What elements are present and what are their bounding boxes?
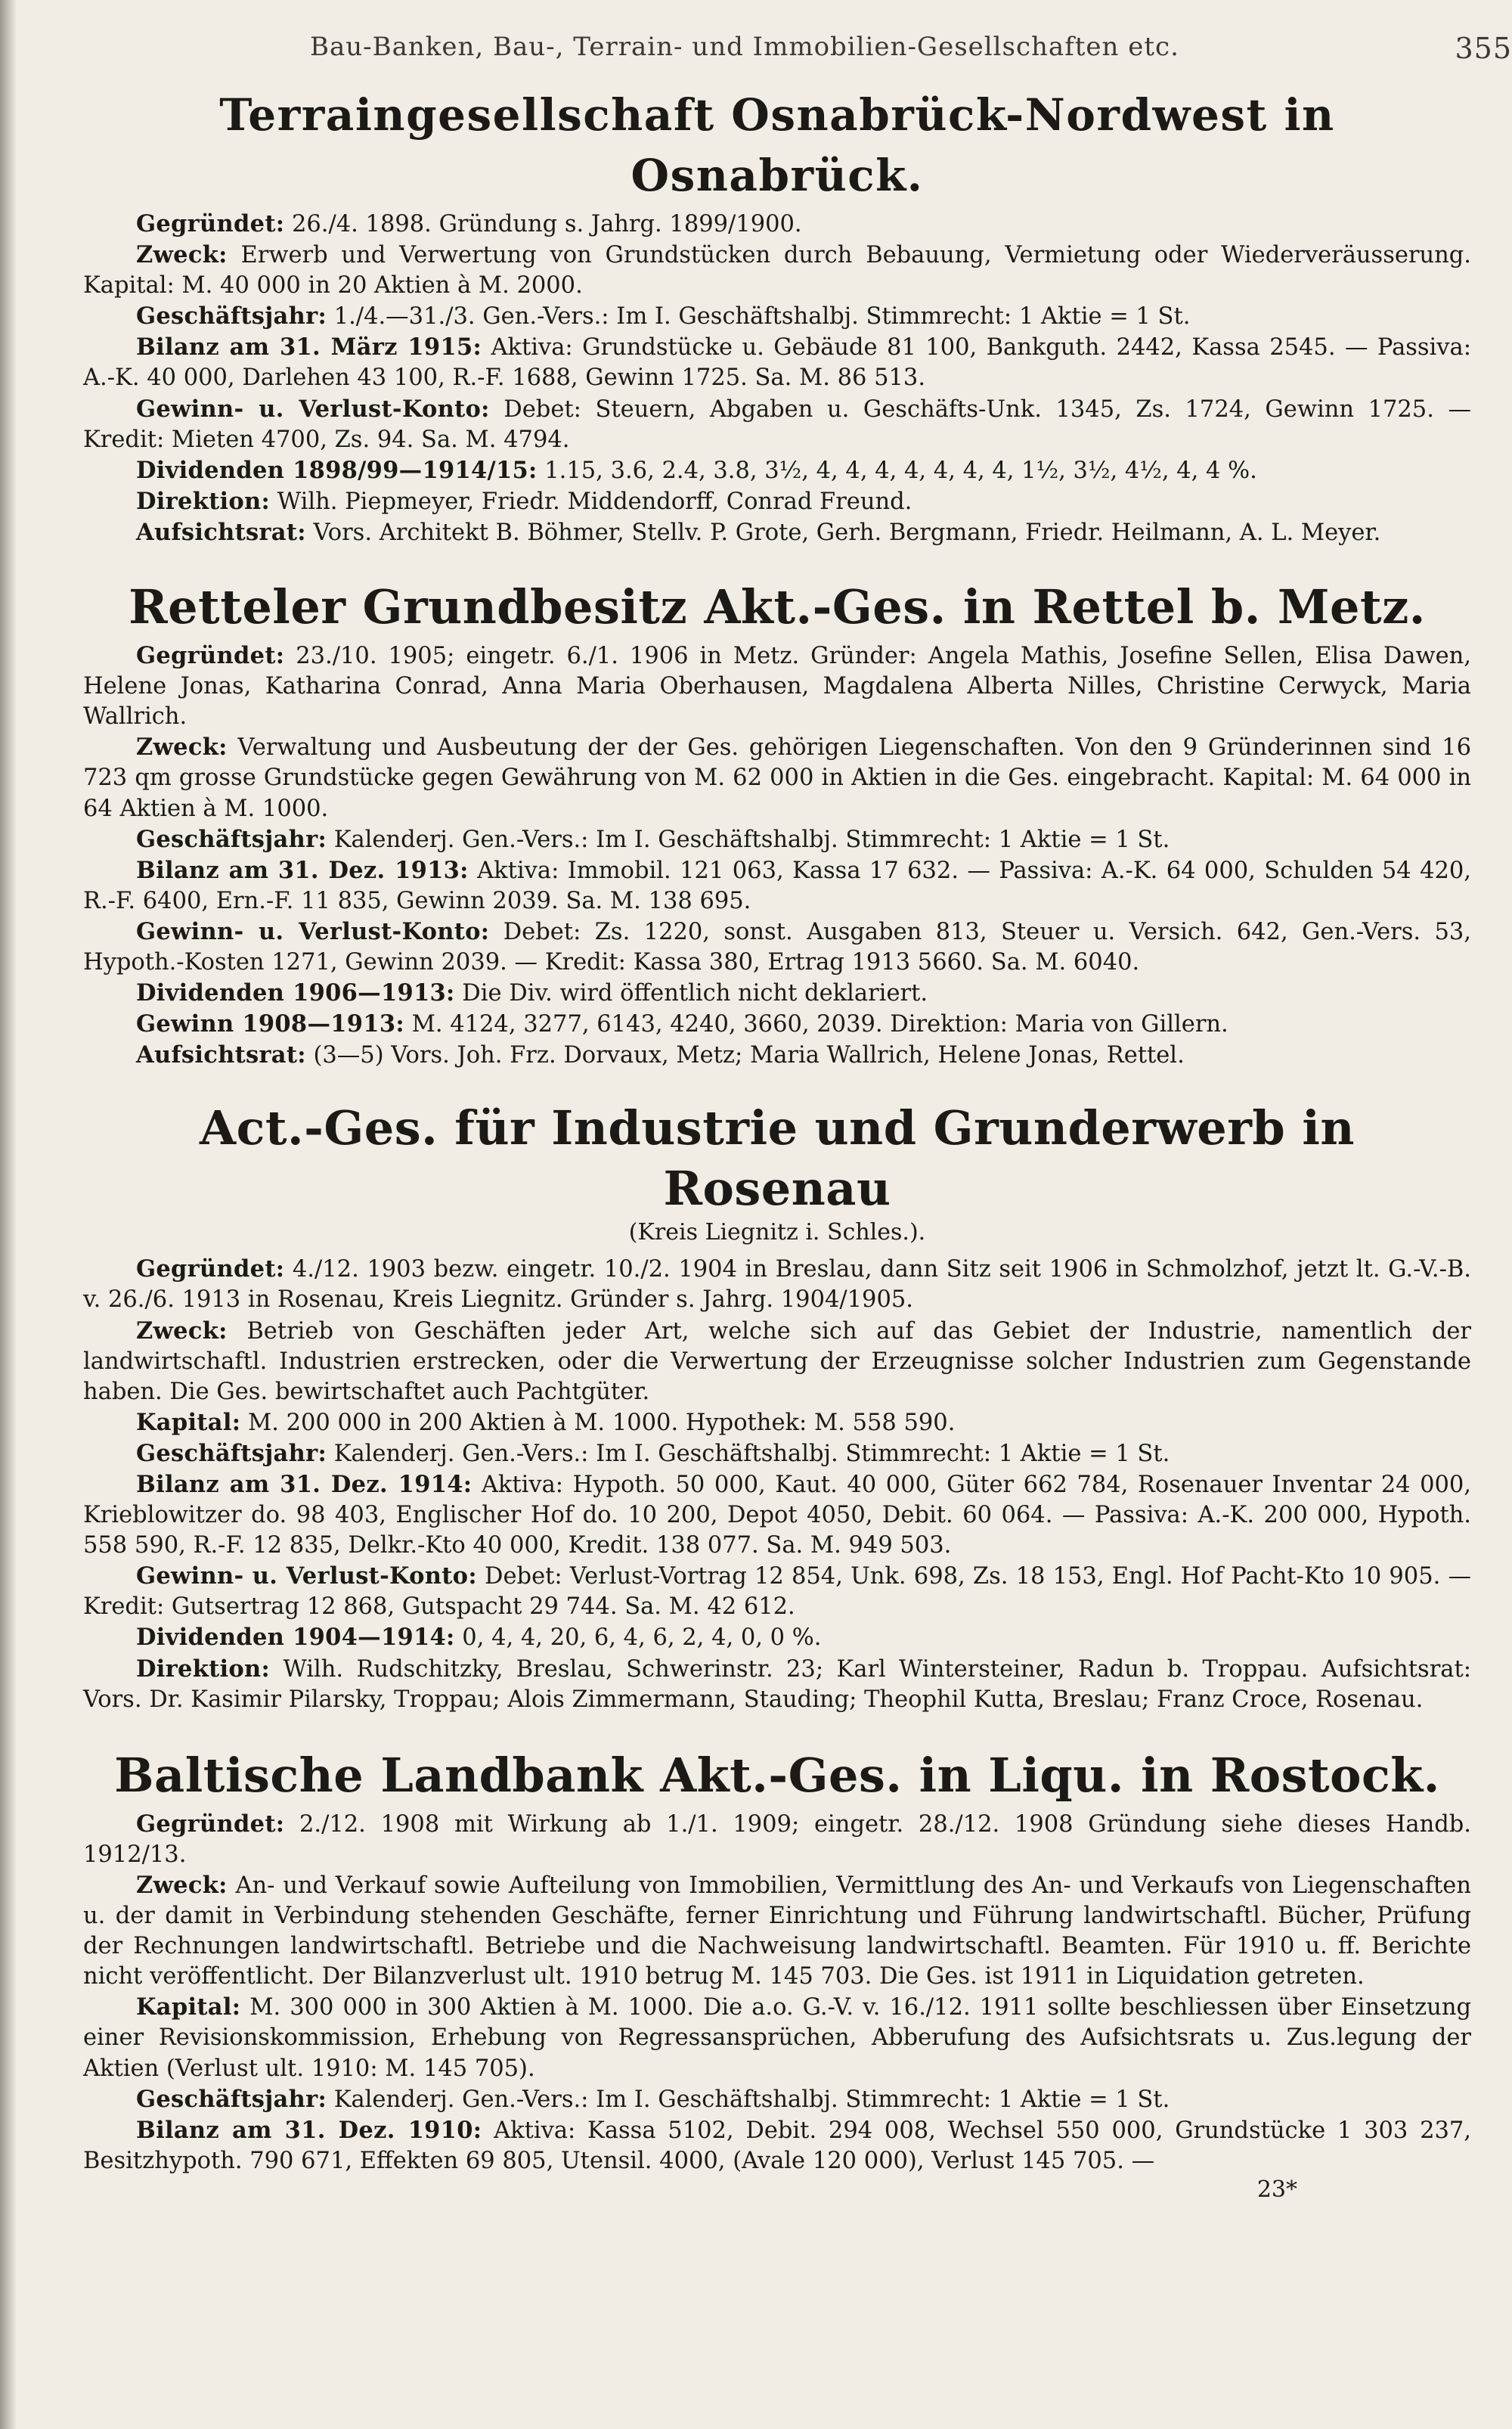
signature-mark: 23* [1256, 2176, 1297, 2203]
entry-label: Gewinn- u. Verlust-Konto: [136, 395, 490, 423]
entry-founded [83, 209, 1471, 240]
entry-purpose [83, 1316, 1471, 1407]
entry-label: Gewinn- u. Verlust-Konto: [136, 917, 490, 945]
entry-text: 1.15, 3.6, 2.4, 3.8, 3½, 4, 4, 4, 4, 4, 4, 4, 1½, 3½, 4½, 4, 4 %. [537, 457, 1257, 484]
entry-text: (3—5) Vors. Joh. Frz. Dorvaux, Metz; Maria Wallrich, Helene Jonas, Rettel. [305, 1042, 1185, 1069]
entry-profit-loss [83, 394, 1471, 455]
entry-label: Kapital: [136, 1993, 241, 2021]
entry-text: 4./12. 1903 bezw. eingetr. 10./2. 1904 in Breslau, dann Sitz seit 1906 in Schmolzhof, jetzt lt. G.-V.-B. v. 26./6. 1913 in Rosenau, Kreis Liegnitz. Gründer s. Jahrg. 1904/1905. [83, 1256, 1471, 1314]
entry-founded [83, 641, 1471, 732]
page-number: 355 [1455, 32, 1512, 65]
entry-label: Gewinn 1908—1913: [136, 1010, 404, 1038]
running-head [0, 32, 1512, 68]
company-title: Act.-Ges. für Industrie und Grunderwerb in Rosenau [200, 1100, 1355, 1217]
entry-fiscal-year [83, 824, 1471, 855]
entry-fiscal-year [83, 2084, 1471, 2115]
entry-label: Zweck: [136, 1317, 228, 1345]
entry-text: Aktiva: Immobil. 121 063, Kassa 17 632. — Passiva: A.-K. 64 000, Schulden 54 420, R.-F. 6400, Ern.-F. 11 835, Gewinn 2039. Sa. M. 138 695. [83, 857, 1471, 914]
entry-label: Geschäftsjahr: [136, 302, 327, 330]
entry-label: Gegründet: [136, 210, 285, 237]
entry-label: Zweck: [136, 241, 228, 269]
entry-text: Aktiva: Grundstücke u. Gebäude 81 100, Bankguth. 2442, Kassa 2545. — Passiva: A.-K. 40 000, Darlehen 43 100, R.-F. 1688, Gewinn 1725. Sa. M. 86 513. [83, 334, 1471, 392]
company-title: Retteler Grundbesitz Akt.-Ges. in Rettel b. Metz. [129, 579, 1426, 635]
entry-supervisory-board [83, 517, 1471, 548]
entry-text: Aktiva: Hypoth. 50 000, Kaut. 40 000, Güter 662 784, Rosenauer Inventar 24 000, Krieblowitzer do. 98 403, Englischer Hof do. 10 200, Depot 4050, Debit. 60 064. — Passiva: A.-K. 200 000, Hypoth. 558 590, R.-F. 12 835, Delkr.-Kto 40 000, Kredit. 138 077. Sa. M. 949 503. [83, 1472, 1471, 1559]
entry-label: Direktion: [136, 487, 271, 515]
entry-text: Betrieb von Geschäften jeder Art, welche sich auf das Gebiet der Industrie, namentlich der landwirtschaftl. Industrien erstrecken, oder die Verwertung der Erzeugnisse solcher Industrien zum Gegenstande haben. Die Ges. bewirtschaftet auch Pachtgüter. [83, 1317, 1471, 1405]
entry-text: Debet: Verlust-Vortrag 12 854, Unk. 698, Zs. 18 153, Engl. Hof Pacht-Kto 10 905. — Kredit: Gutsertrag 12 868, Gutspacht 29 744. Sa. M. 42 612. [83, 1563, 1471, 1621]
entry-text: Aktiva: Kassa 5102, Debit. 294 008, Wechsel 550 000, Grundstücke 1 303 237, Besitzhypoth. 790 671, Effekten 69 805, Utensil. 4000, (Avale 120 000), Verlust 145 705. — [83, 2117, 1471, 2174]
entry-capital [83, 1407, 1471, 1438]
entry-label: Geschäftsjahr: [136, 2085, 327, 2113]
entry-text: Erwerb und Verwertung von Grundstücken durch Bebauung, Vermietung oder Wiederveräusserung. Kapital: M. 40 000 in 20 Aktien à M. 2000. [83, 242, 1471, 299]
entry-purpose [83, 1870, 1471, 1992]
entry-label: Kapital: [136, 1408, 241, 1436]
entry-label: Gewinn- u. Verlust-Konto: [136, 1562, 477, 1590]
entry-capital [83, 1992, 1471, 2083]
entry-fiscal-year [83, 1438, 1471, 1469]
entry-fiscal-year [83, 301, 1471, 332]
entry-text: 0, 4, 4, 20, 6, 4, 6, 2, 4, 0, 0 %. [454, 1624, 822, 1652]
entry-label: Geschäftsjahr: [136, 825, 327, 853]
entry-founded [83, 1809, 1471, 1870]
entry-text: Kalenderj. Gen.-Vers.: Im I. Geschäftshalbj. Stimmrecht: 1 Aktie = 1 St. [327, 826, 1170, 853]
entry-purpose [83, 732, 1471, 824]
entry-label: Zweck: [136, 1871, 228, 1899]
company-entry-osnabrueck [83, 85, 1471, 548]
entry-balance [83, 855, 1471, 917]
entry-text: Die Div. wird öffentlich nicht deklariert. [454, 980, 928, 1007]
entry-label: Gegründet: [136, 642, 285, 670]
entry-text: 2./12. 1908 mit Wirkung ab 1./1. 1909; eingetr. 28./12. 1908 Gründung siehe dieses Handb. 1912/13. [83, 1810, 1471, 1868]
entry-label: Direktion: [136, 1655, 271, 1683]
entry-text: Wilh. Rudschitzky, Breslau, Schwerinstr. 23; Karl Wintersteiner, Radun b. Troppau. Aufsichtsrat: Vors. Dr. Kasimir Pilarsky, Troppau; Alois Zimmermann, Stauding; Theophil Kutta, Breslau; Franz Croce, Rosenau. [83, 1655, 1471, 1713]
entry-text: M. 4124, 3277, 6143, 4240, 3660, 2039. Direktion: Maria von Gillern. [404, 1011, 1228, 1038]
entry-balance [83, 1469, 1471, 1561]
company-entry-rosenau [83, 1098, 1471, 1714]
entry-label: Bilanz am 31. März 1915: [136, 333, 482, 361]
entry-purpose [83, 240, 1471, 301]
entry-label: Bilanz am 31. Dez. 1914: [136, 1471, 472, 1498]
company-entry-rettel [83, 577, 1471, 1071]
entry-management [83, 1654, 1471, 1715]
entry-text: Kalenderj. Gen.-Vers.: Im I. Geschäftshalbj. Stimmrecht: 1 Aktie = 1 St. [327, 1440, 1170, 1467]
entry-label: Bilanz am 31. Dez. 1913: [136, 856, 469, 884]
entry-profit-history [83, 1009, 1471, 1040]
entry-dividends [83, 978, 1471, 1009]
entry-label: Gegründet: [136, 1810, 285, 1838]
entry-label: Bilanz am 31. Dez. 1910: [136, 2116, 482, 2144]
entry-label: Dividenden 1904—1914: [136, 1624, 455, 1652]
page-content [83, 85, 1471, 2210]
entry-profit-loss [83, 917, 1471, 978]
entry-label: Zweck: [136, 734, 228, 762]
entry-text: Verwaltung und Ausbeutung der der Ges. gehörigen Liegenschaften. Von den 9 Gründerinnen sind 16 723 qm grosse Grundstücke gegen Gewährung von M. 62 000 in Aktien in die Ges. eingebracht. Kapital: M. 64 000 in 64 Aktien à M. 1000. [83, 734, 1471, 822]
entry-supervisory-board [83, 1040, 1471, 1071]
entry-text: Wilh. Piepmeyer, Friedr. Middendorff, Conrad Freund. [270, 488, 912, 515]
entry-label: Aufsichtsrat: [136, 518, 306, 546]
entry-balance [83, 2115, 1471, 2176]
entry-management [83, 486, 1471, 517]
entry-dividends [83, 455, 1471, 486]
entry-label: Aufsichtsrat: [136, 1041, 306, 1069]
entry-text: 26./4. 1898. Gründung s. Jahrg. 1899/1900. [284, 211, 802, 237]
entry-text: Kalenderj. Gen.-Vers.: Im I. Geschäftshalbj. Stimmrecht: 1 Aktie = 1 St. [327, 2086, 1170, 2113]
entry-text: Debet: Zs. 1220, sonst. Ausgaben 813, Steuer u. Versich. 642, Gen.-Vers. 53, Hypoth.-Kosten 1271, Gewinn 2039. — Kredit: Kassa 380, Ertrag 1913 5660. Sa. M. 6040. [83, 918, 1471, 976]
entry-text: M. 300 000 in 300 Aktien à M. 1000. Die a.o. G.-V. v. 16./12. 1911 sollte beschliessen über Einsetzung einer Revisionskommission, Erhebung von Regressansprüchen, Abberufung des Aufsichtsrats u. Zus.legung der Aktien (Verlust ult. 1910: M. 145 705). [83, 1994, 1471, 2082]
entry-label: Dividenden 1898/99—1914/15: [136, 456, 538, 484]
entry-label: Gegründet: [136, 1255, 285, 1283]
entry-text: Debet: Steuern, Abgaben u. Geschäfts-Unk. 1345, Zs. 1724, Gewinn 1725. — Kredit: Mieten 4700, Zs. 94. Sa. M. 4794. [83, 396, 1471, 453]
company-title: Baltische Landbank Akt.-Ges. in Liqu. in Rostock. [114, 1747, 1440, 1803]
entry-founded [83, 1254, 1471, 1315]
company-subtitle: (Kreis Liegnitz i. Schles.). [628, 1219, 926, 1246]
company-entry-rostock [83, 1745, 1471, 2204]
running-title: Bau-Banken, Bau-, Terrain- und Immobilien-Gesellschaften etc. [310, 32, 1179, 62]
entry-balance [83, 332, 1471, 393]
entry-text: 23./10. 1905; eingetr. 6./1. 1906 in Metz. Gründer: Angela Mathis, Josefine Sellen, Elisa Dawen, Helene Jonas, Katharina Conrad, Anna Maria Oberhausen, Magdalena Alberta Nilles, Christine Cerwyck, Maria Wallrich. [83, 643, 1471, 731]
binding-shadow [0, 0, 17, 2429]
entry-label: Geschäftsjahr: [136, 1439, 327, 1467]
entry-text: 1./4.—31./3. Gen.-Vers.: Im I. Geschäftshalbj. Stimmrecht: 1 Aktie = 1 St. [327, 303, 1191, 330]
company-title: Terraingesellschaft Osnabrück-Nordwest in Osnabrück. [219, 89, 1335, 201]
entry-text: Vors. Architekt B. Böhmer, Stellv. P. Grote, Gerh. Bergmann, Friedr. Heilmann, A. L. Meyer. [305, 519, 1381, 546]
entry-label: Dividenden 1906—1913: [136, 979, 455, 1007]
entry-text: An- und Verkauf sowie Aufteilung von Immobilien, Vermittlung des An- und Verkaufs von Liegenschaften u. der damit in Verbindung stehenden Geschäfte, ferner Einrichtung und Führung landwirtschaftl. Bücher, Prüfung der Rechnungen landwirtschaftl. Betriebe und die Nachweisung landwirtschaftl. Beamten. Für 1910 u. ff. Berichte nicht veröffentlicht. Der Bilanzverlust ult. 1910 betrug M. 145 703. Die Ges. ist 1911 in Liquidation getreten. [83, 1872, 1471, 1990]
entry-text: M. 200 000 in 200 Aktien à M. 1000. Hypothek: M. 558 590. [240, 1409, 956, 1436]
entry-dividends [83, 1622, 1471, 1653]
entry-profit-loss [83, 1561, 1471, 1622]
